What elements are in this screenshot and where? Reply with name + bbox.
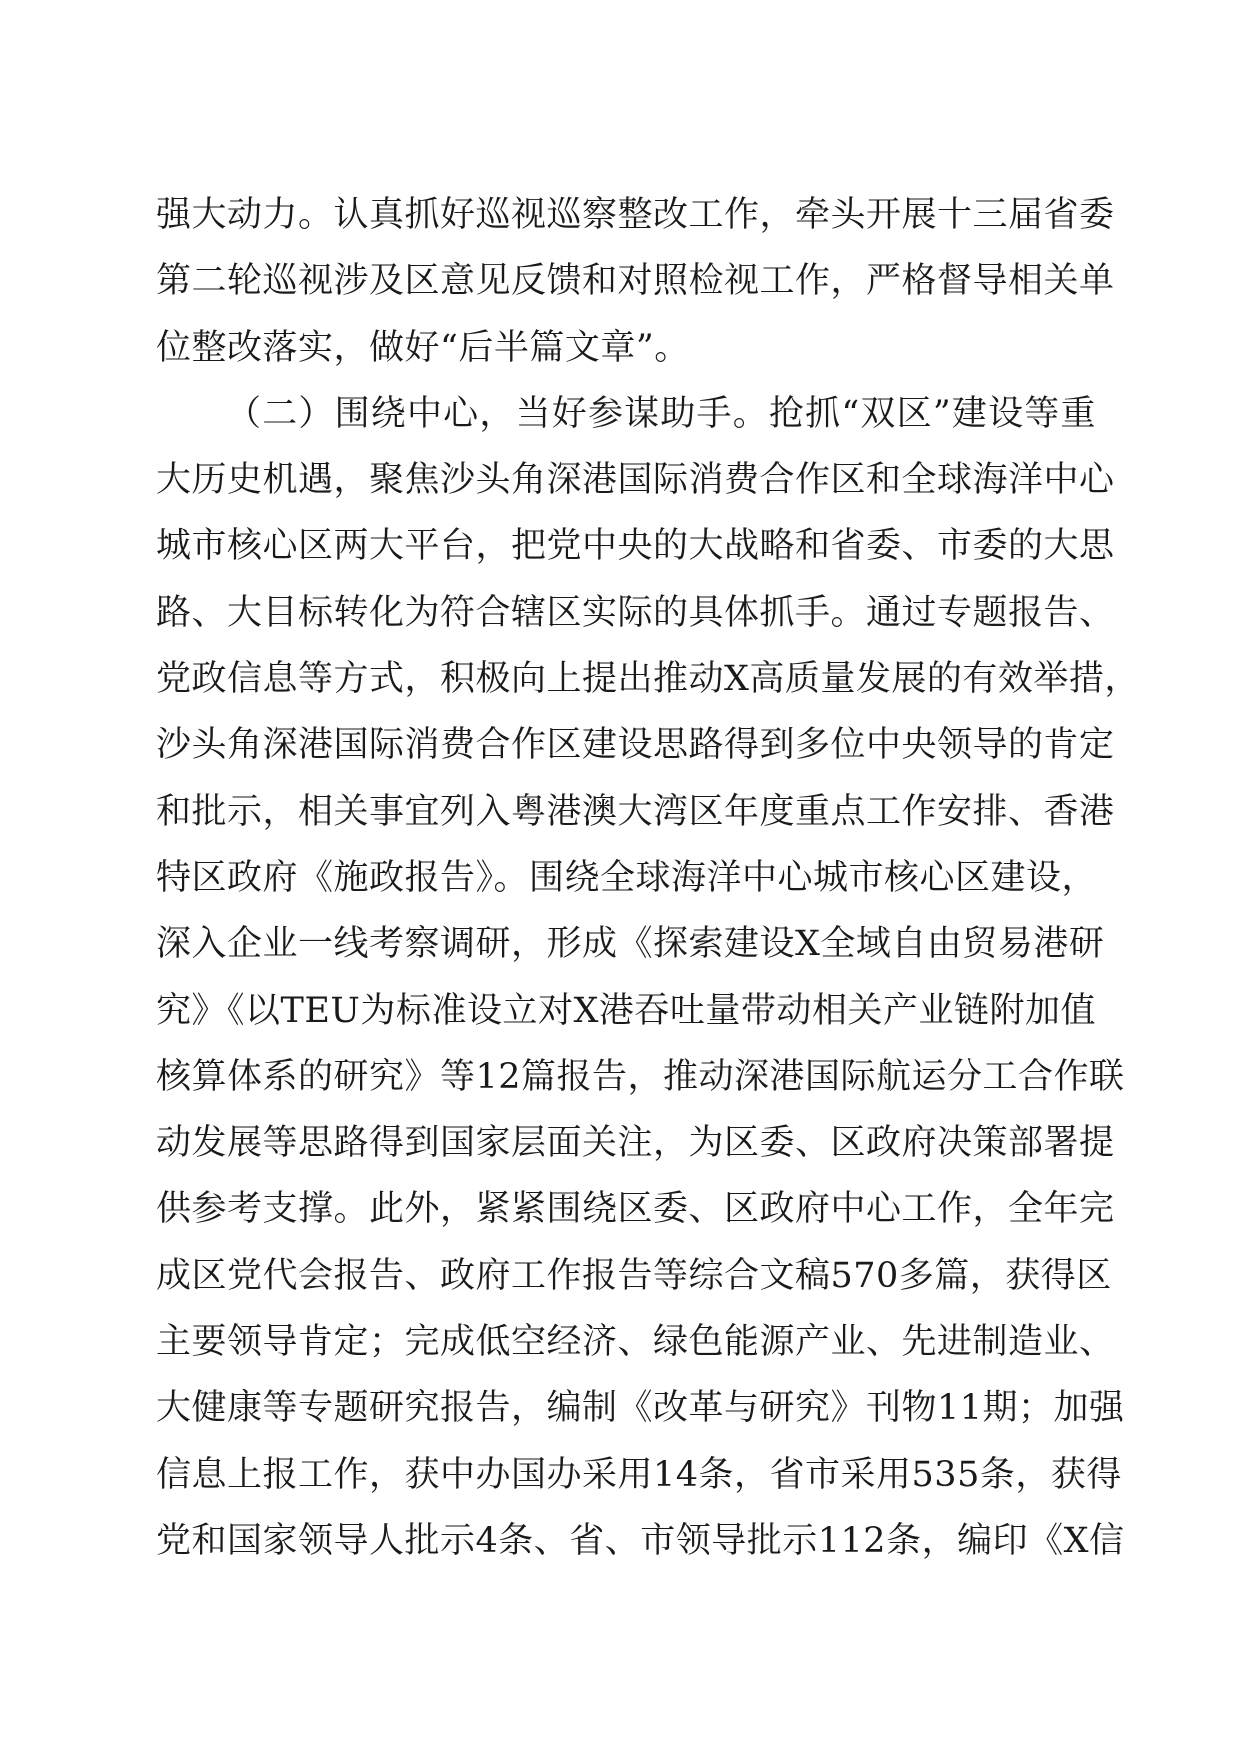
text-line-1: 强大动力。认真抓好巡视巡察整改工作，牵头开展十三届省委 <box>156 195 1115 235</box>
text-line-3: 位整改落实，做好“后半篇文章”。 <box>156 327 690 368</box>
text-line-10: 和批示，相关事宜列入粤港澳大湾区年度重点工作安排、香港 <box>156 791 1115 832</box>
text-line-15: 动发展等思路得到国家层面关注，为区委、区政府决策部署提 <box>156 1123 1115 1164</box>
section-heading-line: （二）围绕中心，当好参谋助手。抢抓“双区”建设等重 <box>226 393 1096 434</box>
text-line-12: 深入企业一线考察调研，形成《探索建设X全域自由贸易港研 <box>156 924 1105 965</box>
text-line-8: 党政信息等方式，积极向上提出推动X高质量发展的有效举措， <box>156 659 1140 700</box>
text-line-20: 信息上报工作，获中办国办采用14条，省市采用535条，获得 <box>156 1454 1122 1495</box>
text-line-19: 大健康等专题研究报告，编制《改革与研究》刊物11期；加强 <box>156 1388 1125 1429</box>
text-line-7: 路、大目标转化为符合辖区实际的具体抓手。通过专题报告、 <box>156 592 1115 633</box>
text-line-17: 成区党代会报告、政府工作报告等综合文稿570多篇，获得区 <box>156 1255 1112 1296</box>
text-line-14: 核算体系的研究》等12篇报告，推动深港国际航运分工合作联 <box>156 1056 1125 1097</box>
text-line-6: 城市核心区两大平台，把党中央的大战略和省委、市委的大思 <box>156 526 1115 567</box>
body-text <box>156 182 1140 1574</box>
text-line-2: 第二轮巡视涉及区意见反馈和对照检视工作，严格督导相关单 <box>156 261 1115 302</box>
text-line-5: 大历史机遇，聚焦沙头角深港国际消费合作区和全球海洋中心 <box>156 460 1115 501</box>
text-line-13: 究》《以TEU为标准设立对X港吞吐量带动相关产业链附加值 <box>156 990 1096 1031</box>
text-line-11: 特区政府《施政报告》。围绕全球海洋中心城市核心区建设， <box>156 857 1098 898</box>
text-line-21: 党和国家领导人批示4条、省、市领导批示112条，编印《X信 <box>156 1520 1125 1561</box>
text-line-9: 沙头角深港国际消费合作区建设思路得到多位中央领导的肯定 <box>156 725 1115 766</box>
text-line-18: 主要领导肯定；完成低空经济、绿色能源产业、先进制造业、 <box>156 1322 1115 1363</box>
text-line-16: 供参考支撑。此外，紧紧围绕区委、区政府中心工作，全年完 <box>156 1189 1115 1230</box>
